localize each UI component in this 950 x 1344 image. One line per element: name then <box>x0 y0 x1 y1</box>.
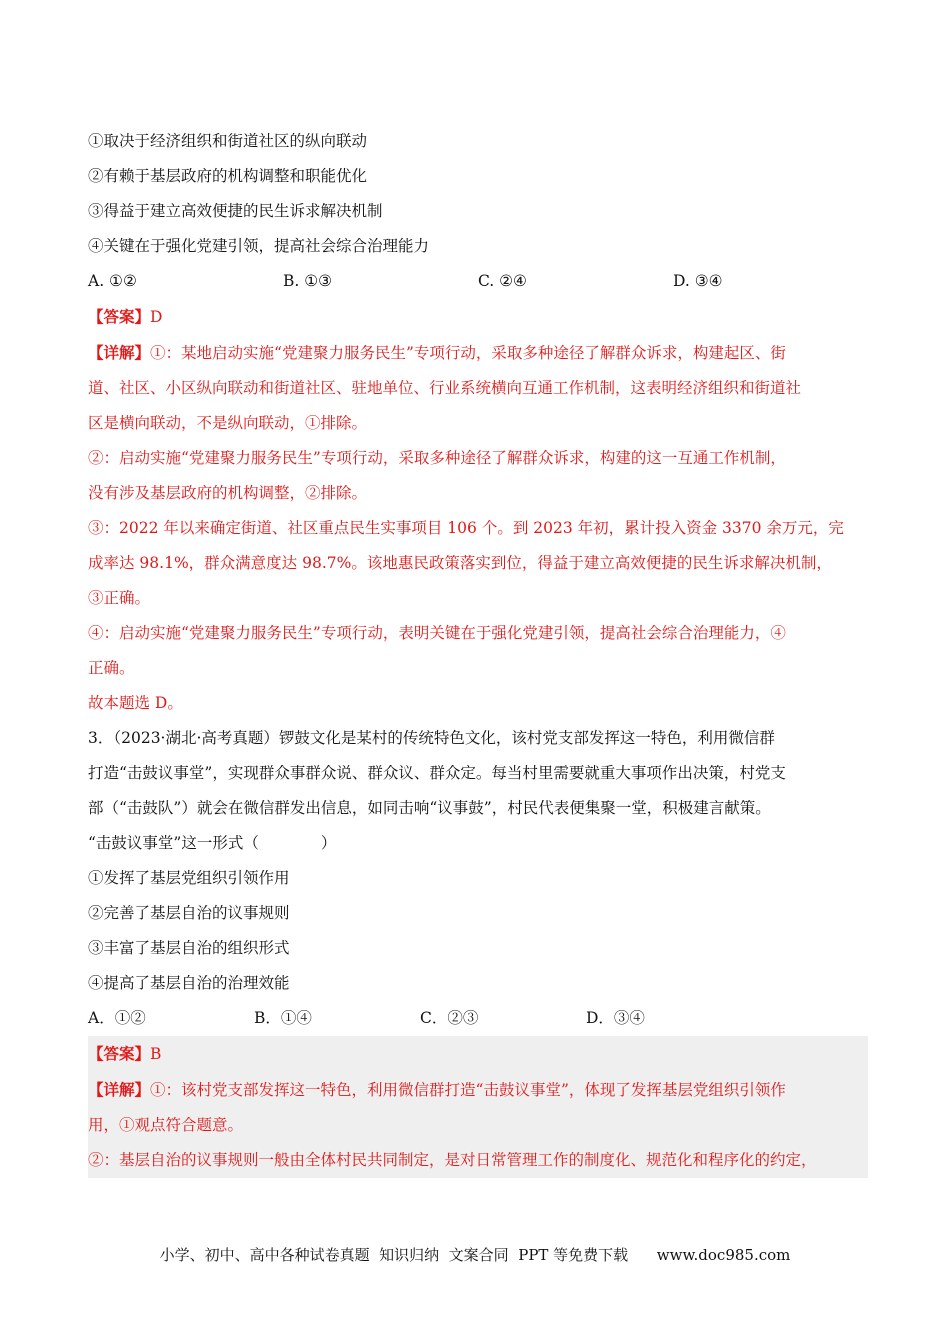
q3-item-2: ②完善了基层自治的议事规则 <box>88 904 290 922</box>
q3-option-c: C．②③ <box>420 1009 479 1027</box>
q2-option-d: D. ③④ <box>673 272 723 290</box>
q2-detail-line-10: 正确。 <box>88 659 135 677</box>
q3-answer-value: B <box>150 1045 162 1063</box>
q2-detail-line-11: 故本题选 D。 <box>88 694 183 712</box>
q2-answer-value: D <box>150 308 163 326</box>
q2-option-b: B. ①③ <box>283 272 333 290</box>
q3-detail-line-3: ②：基层自治的议事规则一般由全体村民共同制定，是对日常管理工作的制度化、规范化和程序化的约定， <box>88 1151 817 1169</box>
q3-options <box>88 1001 868 1036</box>
q2-detail-line-2: 道、社区、小区纵向联动和街道社区、驻地单位、行业系统横向互通工作机制，这表明经济组织和街道社 <box>88 379 802 397</box>
q3-analysis-block <box>88 1036 868 1178</box>
q3-item-3: ③丰富了基层自治的组织形式 <box>88 939 290 957</box>
q2-answer-label: 【答案】 <box>88 307 151 326</box>
q2-option-a: A. ①② <box>88 272 137 290</box>
q2-option-c: C. ②④ <box>478 272 527 290</box>
q2-detail-line-4: ②：启动实施“党建聚力服务民生”专项行动，采取多种途径了解群众诉求，构建的这一互通工作机制， <box>88 449 786 467</box>
q3-detail-text-1: ①：该村党支部发挥这一特色，利用微信群打造“击鼓议事堂”，体现了发挥基层党组织引领作 <box>150 1081 786 1099</box>
q2-detail-line-7: 成率达 98.1%，群众满意度达 98.7%。该地惠民政策落实到位，得益于建立高效便捷的民生诉求解决机制， <box>88 554 832 572</box>
q2-options <box>88 264 868 299</box>
q3-option-a: A．①② <box>88 1009 146 1027</box>
q3-detail-line-2: 用，①观点符合题意。 <box>88 1116 244 1134</box>
q3-answer-label: 【答案】 <box>88 1044 151 1063</box>
q2-detail-label: 【详解】 <box>88 343 151 362</box>
q3-item-1: ①发挥了基层党组织引领作用 <box>88 869 290 887</box>
q2-detail-line-9: ④：启动实施“党建聚力服务民生”专项行动，表明关键在于强化党建引领，提高社会综合治理能力，④ <box>88 624 786 642</box>
q3-option-b: B．①④ <box>254 1009 312 1027</box>
q2-detail-line-1 <box>88 335 868 371</box>
q3-stem-line-1: 3．（2023·湖北·高考真题）锣鼓文化是某村的传统特色文化，该村党支部发挥这一特色，利用微信群 <box>88 729 775 747</box>
q3-detail-label: 【详解】 <box>88 1080 151 1099</box>
q2-detail-line-3: 区是横向联动，不是纵向联动，①排除。 <box>88 414 368 432</box>
q2-item-2: ②有赖于基层政府的机构调整和职能优化 <box>88 167 368 185</box>
document-body <box>88 124 868 1178</box>
q2-detail-line-5: 没有涉及基层政府的机构调整，②排除。 <box>88 484 368 502</box>
q3-detail-line-1 <box>88 1072 868 1108</box>
q2-detail-line-6: ③：2022 年以来确定街道、社区重点民生实事项目 106 个。到 2023 年初，累计投入资金 3370 余万元，完 <box>88 519 844 537</box>
q3-stem-line-2: 打造“击鼓议事堂”，实现群众事群众说、群众议、群众定。每当村里需要就重大事项作出决策，村党支 <box>88 764 786 782</box>
q3-option-d: D．③④ <box>586 1009 645 1027</box>
q2-answer <box>88 299 868 335</box>
q3-answer <box>88 1036 868 1072</box>
q2-item-3: ③得益于建立高效便捷的民生诉求解决机制 <box>88 202 383 220</box>
q2-item-1: ①取决于经济组织和街道社区的纵向联动 <box>88 132 368 150</box>
q2-item-4: ④关键在于强化党建引领，提高社会综合治理能力 <box>88 237 430 255</box>
q2-detail-text-1: ①：某地启动实施“党建聚力服务民生”专项行动，采取多种途径了解群众诉求，构建起区、街 <box>150 344 786 362</box>
q3-stem-line-4: “击鼓议事堂”这一形式（ ） <box>88 834 337 852</box>
q3-item-4: ④提高了基层自治的治理效能 <box>88 974 290 992</box>
q3-stem-line-3: 部（“击鼓队”）就会在微信群发出信息，如同击响“议事鼓”，村民代表便集聚一堂，积极建言献策。 <box>88 799 771 817</box>
q2-detail-line-8: ③正确。 <box>88 589 151 607</box>
page-footer: 小学、初中、高中各种试卷真题 知识归纳 文案合同 PPT 等免费下载 www.doc985.com <box>159 1246 791 1264</box>
